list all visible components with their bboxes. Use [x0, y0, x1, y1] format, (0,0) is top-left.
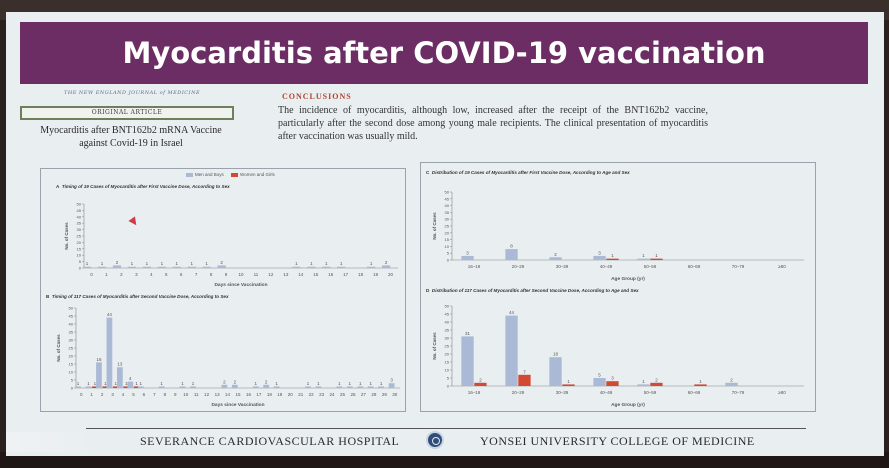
- panel-d-bar-women: [606, 381, 618, 386]
- panel-c-ytick-label: 15: [444, 237, 449, 243]
- article-title-line-1: Myocarditis after BNT162b2 mRNA Vaccine: [40, 125, 222, 136]
- projection-screen: [6, 12, 884, 456]
- panel-d-bar-women-label: 2: [479, 377, 482, 383]
- panel-a-bar-men: [113, 265, 121, 268]
- panel-a-bar-men-label: 1: [310, 261, 313, 267]
- panel-a-bar-men-label: 1: [160, 261, 164, 267]
- panel-a-bar-men: [188, 267, 196, 268]
- panel-b-bar-men-label: 1: [139, 380, 143, 386]
- panel-d-bar-men: [725, 383, 737, 386]
- panel-a-xtick-label: 6: [179, 272, 183, 277]
- panel-b-xtick-label: 29: [381, 392, 387, 397]
- panel-a-xtick-label: 13: [283, 272, 289, 277]
- panel-b-bar-men-label: 1: [181, 380, 184, 386]
- panel-b-bar-men: [159, 386, 165, 388]
- panel-a-bar-men: [143, 267, 151, 268]
- panel-b-bar-women-label: 1: [93, 380, 97, 386]
- panel-d-bar-women-label: 1: [567, 378, 570, 384]
- panel-a-xtick-label: 0: [90, 272, 93, 277]
- panel-b-xtick-label: 27: [360, 392, 366, 397]
- panel-b-bar-men: [117, 367, 123, 388]
- chart-panel-a: [48, 194, 404, 290]
- panel-b-xtick-label: 21: [298, 392, 304, 397]
- panel-d-xtick-label: ≥80: [778, 390, 786, 395]
- footer-hospital-name: SEVERANCE CARDIOVASCULAR HOSPITAL: [140, 434, 400, 448]
- panel-b-ytick-label: 15: [68, 361, 73, 367]
- panel-b-title-text: Timing of 117 Cases of Myocarditis after Second Vaccine Dose, According to Sex: [51, 294, 229, 299]
- screen-glare: [6, 432, 96, 452]
- panel-c-ytick-label: 25: [444, 223, 449, 229]
- panel-b-xtick-label: 23: [319, 392, 325, 397]
- original-article-box: [20, 106, 234, 120]
- chart-panel-c: [424, 176, 812, 284]
- panel-b-bar-women-label: 1: [114, 380, 118, 386]
- panel-a-bar-men-label: 2: [220, 259, 223, 265]
- panel-d-xtick-label: 30–39: [555, 390, 569, 395]
- chart-panel-b: [42, 302, 404, 410]
- panel-a-bar-men-label: 2: [115, 259, 119, 265]
- panel-a-ytick-label: 20: [76, 239, 81, 245]
- panel-b-bar-women-label: 1: [104, 380, 107, 386]
- panel-b-x-label: Days since Vaccination: [211, 403, 265, 408]
- panel-d-title-text: Distribution of 117 Cases of Myocarditis after Second Vaccine Dose, According to Age and Sex: [431, 288, 639, 293]
- title-bar: [20, 22, 868, 84]
- panel-b-bar-men: [180, 386, 186, 388]
- panel-b-xtick-label: 18: [266, 392, 272, 397]
- panel-a-bar-men: [158, 267, 166, 268]
- panel-b-xtick-label: 26: [350, 392, 356, 397]
- panel-d-xtick-label: 40–49: [599, 390, 613, 395]
- panel-b-ytick-label: 50: [68, 305, 73, 311]
- panel-b-xtick-label: 1: [90, 392, 93, 397]
- legend-women-label: Women and Girls: [240, 172, 275, 177]
- panel-b-ytick-label: 0: [70, 385, 73, 391]
- panel-d-ytick-label: 5: [446, 375, 449, 381]
- panel-d-bar-women: [474, 383, 486, 386]
- panel-c-xtick-label: 50–59: [643, 264, 657, 269]
- panel-b-bar-men-label: 44: [106, 312, 112, 318]
- panel-c-xtick-label: 60–69: [687, 264, 701, 269]
- legend-men-swatch: [186, 173, 193, 177]
- panel-d-bar-women-label: 2: [655, 377, 658, 383]
- panel-d-ytick-label: 35: [444, 327, 449, 333]
- panel-a-xtick-label: 5: [164, 272, 168, 277]
- panel-b-bar-men: [86, 386, 92, 388]
- panel-c-ytick-label: 5: [446, 250, 449, 256]
- panel-a-bar-men: [322, 267, 330, 268]
- panel-a-bar-men: [128, 267, 136, 268]
- panel-d-bar-men: [549, 357, 561, 386]
- chart-legend: [180, 172, 275, 177]
- panel-c-bar-women-label: 1: [611, 253, 614, 259]
- panel-a-title-text: Timing of 19 Cases of Myocarditis after First Vaccine Dose, According to Sex: [61, 184, 230, 189]
- panel-a-bar-men-label: 1: [100, 261, 104, 267]
- panel-d-ytick-label: 0: [446, 383, 449, 389]
- panel-b-bar-men-label: 1: [338, 380, 341, 386]
- panel-d-bar-women: [562, 384, 574, 386]
- panel-b-xtick-label: 3: [111, 392, 114, 397]
- panel-a-ytick-label: 10: [76, 252, 81, 258]
- panel-b-ytick-label: 10: [68, 369, 73, 375]
- panel-b-xtick-label: 8: [163, 392, 167, 397]
- article-title-line-2: against Covid-19 in Israel: [79, 138, 183, 149]
- panel-d-ytick-label: 40: [444, 319, 449, 325]
- panel-b-bar-men-label: 1: [369, 380, 372, 386]
- panel-c-bar-men-label: 8: [510, 243, 513, 249]
- journal-name: THE NEW ENGLAND JOURNAL of MEDICINE: [64, 90, 201, 96]
- panel-a-xtick-label: 17: [343, 272, 349, 277]
- panel-b-xtick-label: 4: [121, 392, 125, 397]
- panel-b-xtick-label: 7: [153, 392, 156, 397]
- panel-a-bar-men-label: 1: [85, 261, 89, 267]
- panel-a-bar-men-label: 1: [295, 261, 298, 267]
- panel-d-bar-men-label: 44: [509, 310, 515, 316]
- panel-a-xtick-label: 11: [253, 272, 259, 277]
- panel-b-ytick-label: 35: [68, 329, 73, 335]
- panel-c-bar-men: [637, 259, 649, 260]
- footer-college-name: YONSEI UNIVERSITY COLLEGE OF MEDICINE: [480, 434, 755, 448]
- panel-a-bar-men: [337, 267, 345, 268]
- panel-a-ytick-label: 0: [78, 265, 81, 271]
- panel-a-xtick-label: 20: [388, 272, 394, 277]
- panel-a-bar-men-label: 1: [369, 261, 373, 267]
- panel-c-xtick-label: 40–49: [599, 264, 613, 269]
- panel-b-bar-men-label: 1: [87, 380, 90, 386]
- original-article-label: ORIGINAL ARTICLE: [91, 109, 163, 116]
- panel-c-xtick-label: ≥80: [778, 264, 786, 269]
- panel-b-bar-men-label: 1: [306, 380, 310, 386]
- panel-b-bar-men: [107, 318, 113, 388]
- panel-b-bar-men-label: 3: [390, 377, 393, 383]
- panel-b-bar-men: [253, 386, 259, 388]
- panel-a-ytick-label: 5: [78, 259, 81, 265]
- panel-c-ytick-label: 45: [444, 196, 449, 202]
- panel-d-bar-women-label: 1: [699, 378, 702, 384]
- panel-b-xtick-label: 10: [183, 392, 189, 397]
- panel-b-xtick-label: 24: [329, 392, 335, 397]
- panel-a-ytick-label: 25: [76, 233, 81, 239]
- panel-a-ytick-label: 40: [76, 214, 81, 220]
- panel-d-title: D Distribution of 117 Cases of Myocarditis after Second Vaccine Dose, According to Age and Sex: [426, 288, 639, 293]
- panel-a-ytick-label: 30: [76, 227, 81, 233]
- panel-c-ytick-label: 30: [444, 216, 449, 222]
- panel-c-xtick-label: 30–39: [555, 264, 569, 269]
- panel-a-xtick-label: 19: [373, 272, 379, 277]
- panel-a-xtick-label: 4: [150, 272, 153, 277]
- panel-d-bar-men-label: 31: [465, 330, 471, 336]
- chart-panel-d: [424, 294, 812, 410]
- panel-b-xtick-label: 13: [214, 392, 220, 397]
- panel-a-title: A Timing of 19 Cases of Myocarditis after First Vaccine Dose, According to Sex: [56, 184, 230, 189]
- university-seal-icon: [426, 431, 444, 449]
- panel-a-xtick-label: 12: [268, 272, 274, 277]
- panel-a-bar-men: [367, 267, 375, 268]
- panel-a-xtick-label: 16: [328, 272, 334, 277]
- panel-c-bar-men-label: 1: [642, 253, 645, 259]
- panel-a-bar-men-label: 2: [384, 259, 388, 265]
- panel-b-bar-women-label: 1: [124, 380, 128, 386]
- panel-c-bar-men-label: 3: [598, 250, 601, 256]
- panel-c-bar-men: [461, 256, 473, 260]
- panel-d-xtick-label: 50–59: [643, 390, 657, 395]
- panel-b-bar-men: [316, 386, 322, 388]
- panel-d-bar-men-label: 5: [598, 372, 601, 378]
- panel-b-bar-men: [75, 386, 81, 388]
- panel-b-bar-men-label: 1: [76, 380, 80, 386]
- panel-c-bar-women-label: 1: [655, 253, 658, 259]
- panel-c-bar-men-label: 2: [554, 251, 557, 257]
- panel-b-bar-men-label: 1: [317, 380, 320, 386]
- panel-b-xtick-label: 11: [193, 392, 199, 397]
- panel-b-xtick-label: 17: [256, 392, 262, 397]
- panel-a-bar-men: [203, 267, 211, 268]
- panel-c-bar-men: [549, 257, 561, 260]
- panel-c-xtick-label: 70–79: [731, 264, 745, 269]
- legend-men-label: Men and Boys: [195, 172, 224, 177]
- panel-b-xtick-label: 14: [225, 392, 231, 397]
- panel-b-ytick-label: 5: [70, 377, 73, 383]
- panel-a-ytick-label: 15: [76, 246, 81, 252]
- panel-c-y-label: No. of Cases: [432, 212, 437, 240]
- panel-a-bar-men-label: 1: [325, 261, 328, 267]
- panel-d-bar-men: [593, 378, 605, 386]
- panel-b-bar-men-label: 1: [348, 380, 352, 386]
- panel-a-xtick-label: 2: [120, 272, 123, 277]
- panel-a-ytick-label: 35: [76, 220, 81, 226]
- panel-a-bar-men: [307, 267, 315, 268]
- panel-c-ytick-label: 40: [444, 203, 449, 209]
- panel-d-ytick-label: 10: [444, 367, 449, 373]
- panel-c-bar-men: [593, 256, 605, 260]
- panel-a-bar-men-label: 1: [130, 261, 134, 267]
- panel-b-bar-men-label: 1: [358, 380, 362, 386]
- panel-b-bar-men: [93, 362, 102, 388]
- panel-c-ytick-label: 0: [446, 257, 449, 263]
- panel-a-bar-men: [218, 265, 226, 268]
- panel-b-bar-men-label: 1: [160, 380, 163, 386]
- panel-b-ytick-label: 20: [68, 353, 73, 359]
- panel-b-ytick-label: 40: [68, 321, 73, 327]
- panel-a-xtick-label: 8: [209, 272, 213, 277]
- panel-a-bar-men-label: 1: [175, 261, 179, 267]
- panel-b-xtick-label: 22: [308, 392, 314, 397]
- panel-b-xtick-label: 6: [142, 392, 146, 397]
- panel-b-bar-men-label: 2: [233, 379, 237, 385]
- panel-d-ytick-label: 30: [444, 335, 449, 341]
- panel-b-xtick-label: 12: [204, 392, 210, 397]
- legend-women-swatch: [231, 173, 238, 177]
- panel-b-bar-men: [378, 386, 384, 388]
- panel-b-xtick-label: 9: [174, 392, 177, 397]
- panel-c-ytick-label: 20: [444, 230, 449, 236]
- panel-b-bar-men: [368, 386, 374, 388]
- panel-b-xtick-label: 16: [245, 392, 251, 397]
- panel-b-bar-men: [336, 386, 342, 388]
- panel-d-bar-women: [694, 384, 706, 386]
- panel-d-xtick-label: 20–29: [511, 390, 525, 395]
- panel-c-xtick-label: 16–19: [467, 264, 481, 269]
- panel-c-bar-men: [505, 249, 517, 260]
- panel-a-ytick-label: 50: [76, 201, 81, 207]
- panel-d-ytick-label: 50: [444, 303, 449, 309]
- panel-c-bar-women: [606, 259, 618, 260]
- panel-a-xtick-label: 9: [224, 272, 228, 277]
- panel-d-bar-women: [650, 383, 662, 386]
- panel-b-bar-men: [347, 386, 353, 388]
- conclusions-text: The incidence of myocarditis, although low, increased after the receipt of the BNT162b2 vaccine, particularly after the second dose among young male recipients. The clinical presentation of myocarditis after vaccination was usually mild.: [278, 105, 708, 142]
- panel-c-ytick-label: 50: [444, 189, 449, 195]
- panel-d-xtick-label: 70–79: [731, 390, 745, 395]
- panel-a-bar-men: [173, 267, 181, 268]
- panel-b-y-label: No. of Cases: [56, 334, 61, 362]
- panel-d-bar-men: [505, 316, 517, 386]
- panel-b-xtick-label: 20: [287, 392, 293, 397]
- panel-b-title: B Timing of 117 Cases of Myocarditis after Second Vaccine Dose, According to Sex: [46, 294, 229, 299]
- panel-b-bar-men-label: 16: [96, 356, 102, 362]
- slide-footer: [86, 428, 806, 450]
- panel-a-ytick-label: 45: [76, 207, 81, 213]
- panel-b-ytick-label: 45: [68, 313, 73, 319]
- panel-b-xtick-label: 19: [277, 392, 283, 397]
- slide-title: Myocarditis after COVID‑19 vaccination: [122, 36, 766, 70]
- panel-b-xtick-label: 2: [100, 392, 104, 397]
- panel-c-bar-women: [650, 259, 662, 260]
- panel-a-bar-men: [382, 265, 390, 268]
- panel-b-bar-men: [389, 383, 395, 388]
- panel-d-ytick-label: 25: [444, 343, 449, 349]
- panel-d-bar-women: [518, 375, 530, 386]
- conclusions-heading: CONCLUSIONS: [282, 92, 352, 101]
- panel-d-y-label: No. of Cases: [432, 332, 437, 360]
- panel-b-xtick-label: 5: [132, 392, 135, 397]
- panel-a-bar-men: [98, 267, 106, 268]
- panel-b-bar-men: [138, 386, 144, 388]
- panel-b-bar-men-label: 1: [254, 380, 257, 386]
- panel-d-xtick-label: 60–69: [687, 390, 701, 395]
- panel-a-bar-men-label: 1: [339, 261, 343, 267]
- panel-b-bar-women-label: 1: [135, 380, 138, 386]
- panel-d-x-label: Age Group (yr): [611, 403, 645, 408]
- panel-b-bar-men-label: 1: [275, 380, 278, 386]
- panel-b-bar-men-label: 2: [264, 379, 268, 385]
- panel-a-bar-men: [83, 267, 91, 268]
- panel-c-title-text: Distribution of 19 Cases of Myocarditis after First Vaccine Dose, According to Age and Sex: [431, 170, 630, 175]
- panel-b-xtick-label: 30: [392, 392, 398, 397]
- panel-a-xtick-label: 15: [313, 272, 319, 277]
- panel-b-bar-men: [232, 385, 238, 388]
- panel-d-ytick-label: 15: [444, 359, 449, 365]
- panel-b-ytick-label: 25: [68, 345, 73, 351]
- panel-b-ytick-label: 30: [68, 337, 73, 343]
- panel-b-xtick-label: 0: [79, 392, 83, 397]
- panel-b-bar-men: [222, 385, 228, 388]
- panel-c-ytick-label: 10: [444, 243, 449, 249]
- panel-a-xtick-label: 7: [194, 272, 198, 277]
- panel-a-xtick-label: 3: [135, 272, 138, 277]
- panel-c-ytick-label: 35: [444, 209, 449, 215]
- panel-d-bar-men-label: 18: [553, 351, 559, 357]
- panel-b-bar-men-label: 4: [129, 376, 132, 382]
- panel-c-xtick-label: 20–29: [511, 264, 525, 269]
- panel-a-bar-men-label: 1: [205, 261, 208, 267]
- panel-b-bar-men-label: 13: [117, 361, 123, 367]
- panel-d-bar-men: [461, 336, 473, 386]
- panel-a-bar-men-label: 1: [145, 261, 149, 267]
- panel-b-bar-men-label: 2: [223, 379, 226, 385]
- panel-a-xtick-label: 18: [358, 272, 364, 277]
- panel-d-bar-men-label: 1: [642, 378, 645, 384]
- panel-b-bar-men: [357, 386, 363, 388]
- panel-b-bar-men-label: 1: [379, 380, 383, 386]
- panel-b-bar-men: [263, 385, 269, 388]
- panel-b-bar-men: [124, 380, 133, 388]
- article-title: [16, 124, 246, 150]
- panel-d-ytick-label: 20: [444, 351, 449, 357]
- panel-a-xtick-label: 14: [298, 272, 304, 277]
- panel-a-xtick-label: 1: [105, 272, 108, 277]
- panel-b-xtick-label: 28: [371, 392, 377, 397]
- panel-d-xtick-label: 16–19: [467, 390, 481, 395]
- panel-b-bar-men-label: 1: [191, 380, 195, 386]
- panel-b-xtick-label: 25: [340, 392, 346, 397]
- panel-d-ytick-label: 45: [444, 311, 449, 317]
- panel-c-title: C Distribution of 19 Cases of Myocarditis after First Vaccine Dose, According to Age and Sex: [426, 170, 630, 175]
- panel-a-y-label: No. of Cases: [64, 222, 69, 250]
- panel-a-bar-men-label: 1: [190, 261, 193, 267]
- panel-d-bar-men: [637, 384, 649, 386]
- panel-b-bar-men: [274, 386, 280, 388]
- panel-a-bar-men: [292, 267, 300, 268]
- panel-a-x-label: Days since Vaccination: [214, 283, 268, 288]
- panel-a-xtick-label: 10: [238, 272, 244, 277]
- panel-c-x-label: Age Group (yr): [611, 277, 645, 282]
- panel-b-bar-men: [305, 386, 311, 388]
- panel-b-xtick-label: 15: [235, 392, 241, 397]
- panel-d-bar-women-label: 7: [523, 369, 526, 375]
- panel-c-bar-men-label: 3: [466, 250, 469, 256]
- panel-d-bar-men-label: 2: [730, 377, 733, 383]
- panel-d-bar-women-label: 3: [611, 375, 614, 381]
- panel-b-bar-men: [190, 386, 196, 388]
